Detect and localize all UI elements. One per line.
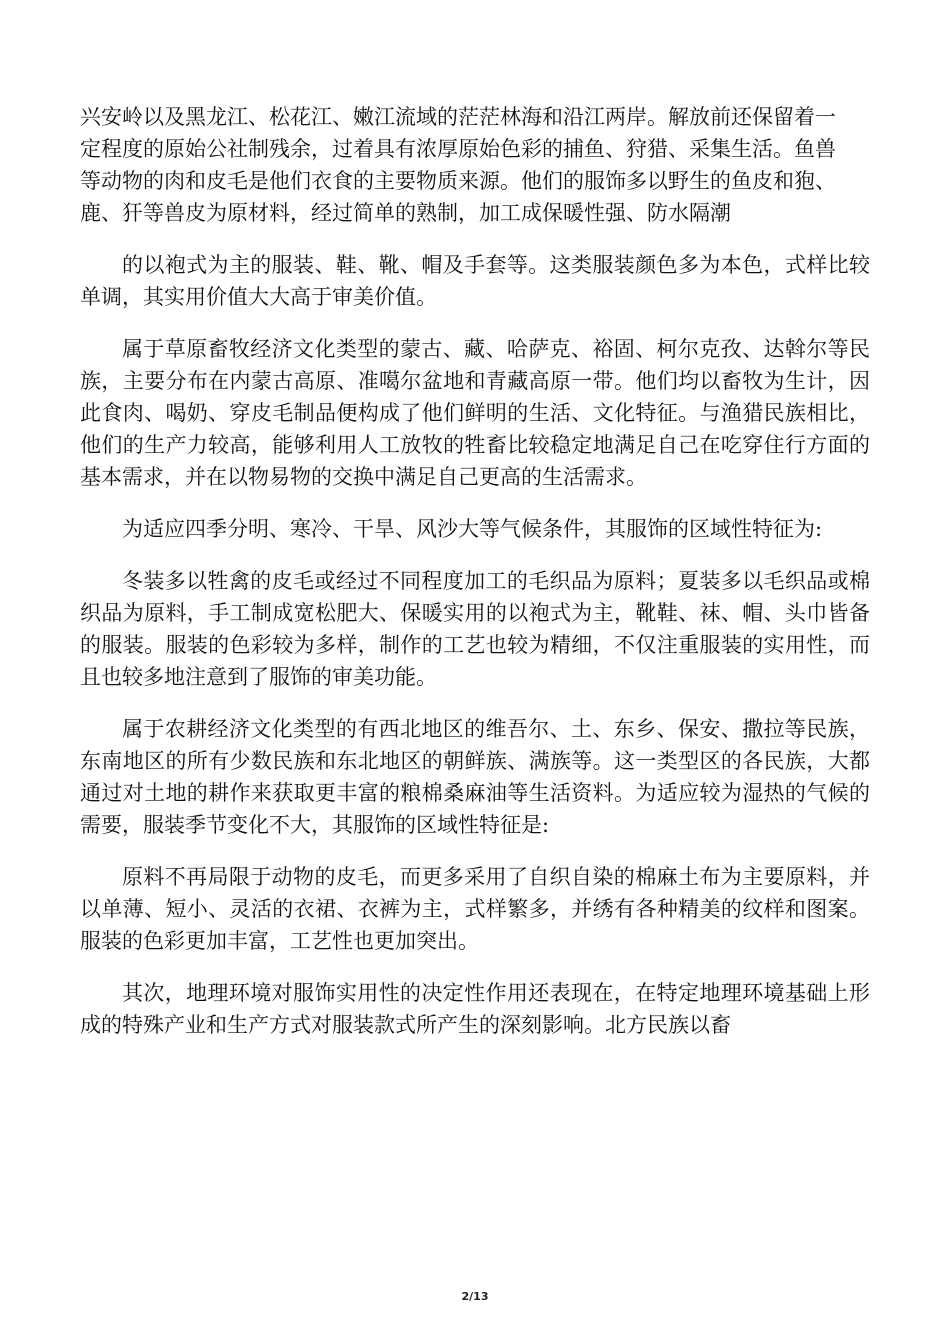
paragraph-6: 属于农耕经济文化类型的有西北地区的维吾尔、土、东乡、保安、撒拉等民族，东南地区的所有少数民族和东北地区的朝鲜族、满族等。这一类型区的各民族，大都通过对土地的耕作来获取更丰富的粮棉桑麻油等生活资料。为适应较为湿热的气候的需要，服装季节变化不大，其服饰的区域性特征是:: [80, 717, 870, 837]
paragraph-2: 的以袍式为主的服装、鞋、靴、帽及手套等。这类服装颜色多为本色，式样比较单调，其实用价值大大高于审美价值。: [80, 253, 870, 309]
paragraph-5: 冬装多以牲禽的皮毛或经过不同程度加工的毛织品为原料；夏装多以毛织品或棉织品为原料，手工制成宽松肥大、保暖实用的以袍式为主，靴鞋、袜、帽、头巾皆备的服装。服装的色彩较为多样，制作的工艺也较为精细，不仅注重服装的实用性，而且也较多地注意到了服饰的审美功能。: [80, 569, 870, 689]
paragraph-4: 为适应四季分明、寒冷、干旱、风沙大等气候条件，其服饰的区域性特征为:: [122, 517, 823, 541]
paragraph-7: 原料不再局限于动物的皮毛，而更多采用了自织自染的棉麻土布为主要原料，并以单薄、短小、灵活的衣裙、衣裤为主，式样繁多，并绣有各种精美的纹样和图案。服装的色彩更加丰富，工艺性也更加突出。: [80, 865, 870, 953]
paragraph-8: 其次，地理环境对服饰实用性的决定性作用还表现在，在特定地理环境基础上形成的特殊产业和生产方式对服装款式所产生的深刻影响。北方民族以畜: [80, 981, 870, 1037]
paragraph-3: 属于草原畜牧经济文化类型的蒙古、藏、哈萨克、裕固、柯尔克孜、达斡尔等民族，主要分布在内蒙古高原、准噶尔盆地和青藏高原一带。他们均以畜牧为生计，因此食肉、喝奶、穿皮毛制品便构成了他们鲜明的生活、文化特征。与渔猎民族相比，他们的生产力较高，能够利用人工放牧的牲畜比较稳定地满足自己在吃穿住行方面的基本需求，并在以物易物的交换中满足自己更高的生活需求。: [80, 337, 870, 489]
page-number: 2/13: [461, 1290, 489, 1303]
document-body: [80, 101, 870, 1061]
paragraph-1: 兴安岭以及黑龙江、松花江、嫩江流域的茫茫林海和沿江两岸。解放前还保留着一定程度的原始公社制残余，过着具有浓厚原始色彩的捕鱼、狩猎、采集生活。鱼兽等动物的肉和皮毛是他们衣食的主要物质来源。他们的服饰多以野生的鱼皮和狍、鹿、犴等兽皮为原材料，经过简单的熟制，加工成保暖性强、防水隔潮: [80, 105, 836, 225]
